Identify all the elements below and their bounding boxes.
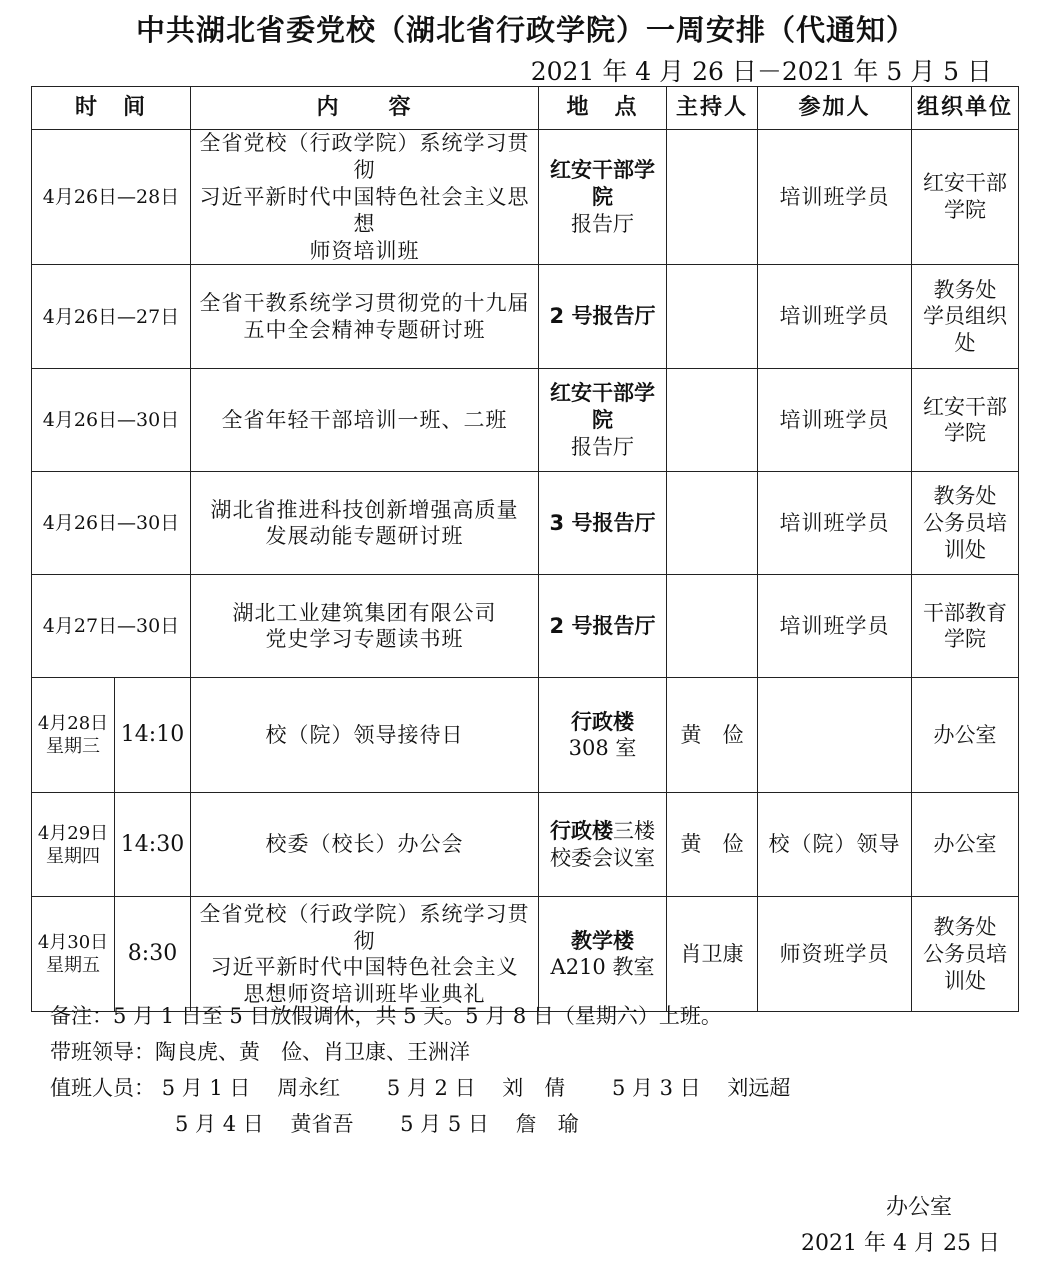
schedule-table	[31, 86, 1019, 1012]
row-participants: 培训班学员	[758, 265, 912, 369]
organizer-line: 学院	[944, 421, 987, 446]
duty-label: 值班人员：	[50, 1076, 155, 1100]
row-organizer	[912, 472, 1019, 575]
organizer-line: 公务员培训处	[923, 941, 1008, 993]
duty-name: 詹 瑜	[515, 1112, 579, 1136]
organizer-line: 教务处	[933, 915, 997, 940]
location-main: 行政楼	[571, 709, 635, 734]
date-range: 2021 年 4 月 26 日－2021 年 5 月 5 日	[530, 57, 992, 86]
row-participants: 培训班学员	[758, 472, 912, 575]
header-location: 地 点	[539, 87, 667, 130]
row-host	[667, 575, 758, 678]
row-organizer	[912, 793, 1019, 897]
content-line: 全省年轻干部培训一班、二班	[221, 407, 508, 432]
row-location	[539, 678, 667, 793]
row-organizer	[912, 265, 1019, 369]
date-weekday: 星期三	[46, 736, 100, 758]
table-row	[32, 678, 1019, 793]
row-clock: 8:30	[115, 897, 191, 1012]
row-participants: 校（院）领导	[758, 793, 912, 897]
row-participants: 培训班学员	[758, 369, 912, 472]
document-title: 中共湖北省委党校（湖北省行政学院）一周安排（代通知）	[135, 13, 916, 47]
location-main: 2 号报告厅	[549, 613, 656, 638]
duty-name: 黄省吾	[290, 1112, 354, 1136]
row-location	[539, 472, 667, 575]
row-host	[667, 130, 758, 265]
table-row	[32, 575, 1019, 678]
location-main: 行政楼	[550, 819, 614, 843]
row-clock: 14:30	[115, 793, 191, 897]
table-row	[32, 472, 1019, 575]
organizer-line: 红安干部	[923, 171, 1008, 196]
row-content	[191, 897, 539, 1012]
organizer-line: 红安干部	[923, 394, 1008, 419]
row-time: 4月27日—30日	[32, 575, 191, 678]
row-location	[539, 369, 667, 472]
content-line: 全省干教系统学习贯彻党的十九届	[199, 291, 530, 315]
duty-date: 5 月 5 日	[400, 1112, 489, 1136]
row-participants	[758, 678, 912, 793]
location-sub: 308 室	[568, 736, 637, 761]
row-content	[191, 472, 539, 575]
row-content	[191, 678, 539, 793]
duty-date: 5 月 4 日	[175, 1112, 264, 1136]
duty-name: 刘远超	[727, 1076, 791, 1100]
row-participants: 培训班学员	[758, 130, 912, 265]
signature-office: 办公室	[885, 1195, 952, 1220]
duty-line	[50, 1070, 790, 1106]
row-time: 4月26日—30日	[32, 369, 191, 472]
row-date	[32, 793, 115, 897]
content-line: 湖北省推进科技创新增强高质量	[210, 497, 519, 522]
table-row	[32, 897, 1019, 1012]
content-line: 发展动能专题研讨班	[265, 524, 464, 549]
date-day: 4月29日	[37, 822, 109, 844]
location-main-line	[542, 818, 663, 845]
content-line: 习近平新时代中国特色社会主义	[210, 955, 519, 980]
table-row	[32, 265, 1019, 369]
row-location	[539, 575, 667, 678]
row-content	[191, 575, 539, 678]
organizer-line: 干部教育	[923, 600, 1008, 625]
content-line: 五中全会精神专题研讨班	[243, 317, 486, 342]
row-content	[191, 265, 539, 369]
row-date	[32, 678, 115, 793]
row-organizer	[912, 575, 1019, 678]
location-main: 2 号报告厅	[549, 304, 656, 329]
row-location	[539, 265, 667, 369]
notes-section	[50, 998, 790, 1142]
content-line: 思想师资培训班毕业典礼	[243, 982, 486, 1007]
content-line: 全省党校（行政学院）系统学习贯彻	[199, 901, 530, 953]
location-sub: A210 教室	[550, 955, 655, 980]
location-main: 红安干部学院	[550, 381, 656, 432]
organizer-line: 教务处	[933, 277, 997, 302]
table-header-row	[32, 87, 1019, 130]
content-line: 习近平新时代中国特色社会主义思想	[199, 184, 530, 236]
row-organizer	[912, 369, 1019, 472]
content-line: 师资培训班	[309, 238, 420, 263]
date-weekday: 星期四	[46, 845, 100, 867]
row-content	[191, 793, 539, 897]
row-content	[191, 130, 539, 265]
organizer-line: 公务员培训处	[923, 510, 1008, 562]
location-main: 3 号报告厅	[549, 510, 656, 535]
row-location	[539, 130, 667, 265]
date-weekday: 星期五	[46, 955, 100, 977]
table-row	[32, 130, 1019, 265]
table-row	[32, 793, 1019, 897]
row-time: 4月26日—27日	[32, 265, 191, 369]
row-location	[539, 793, 667, 897]
content-line: 湖北工业建筑集团有限公司	[232, 600, 497, 625]
location-sub: 校委会议室	[550, 845, 656, 870]
location-main-extra: 三楼	[613, 819, 656, 843]
date-day: 4月30日	[37, 932, 109, 954]
duty-date: 5 月 1 日	[161, 1076, 251, 1100]
row-host: 肖卫康	[667, 897, 758, 1012]
row-time: 4月26日—28日	[32, 130, 191, 265]
duty-line-2	[50, 1106, 790, 1142]
duty-date: 5 月 2 日	[386, 1076, 476, 1100]
date-day: 4月28日	[37, 713, 109, 735]
header-host: 主持人	[667, 87, 758, 130]
organizer-line: 办公室	[933, 722, 997, 747]
row-organizer	[912, 130, 1019, 265]
row-date	[32, 897, 115, 1012]
row-host: 黄 俭	[667, 793, 758, 897]
organizer-line: 学员组织处	[923, 304, 1008, 356]
header-organizer: 组织单位	[912, 87, 1019, 130]
remark-line: 备注：5 月 1 日至 5 日放假调休，共 5 天。5 月 8 日（星期六）上班。	[50, 1004, 722, 1028]
row-organizer	[912, 678, 1019, 793]
header-content: 内 容	[191, 87, 539, 130]
organizer-line: 学院	[944, 627, 987, 652]
row-content	[191, 369, 539, 472]
row-organizer	[912, 897, 1019, 1012]
location-main: 教学楼	[571, 928, 635, 953]
content-line: 校（院）领导接待日	[265, 722, 464, 747]
row-clock: 14:10	[115, 678, 191, 793]
header-time: 时 间	[32, 87, 191, 130]
signature-date: 2021 年 4 月 25 日	[801, 1231, 1000, 1256]
duty-date: 5 月 3 日	[611, 1076, 701, 1100]
location-sub: 报告厅	[571, 434, 635, 459]
organizer-line: 学院	[944, 198, 987, 223]
organizer-line: 教务处	[933, 484, 997, 509]
row-host	[667, 369, 758, 472]
duty-name: 周永红	[277, 1076, 341, 1100]
location-main: 红安干部学院	[550, 157, 656, 209]
content-line: 党史学习专题读书班	[265, 627, 464, 652]
leaders-line: 带班领导：陶良虎、黄 俭、肖卫康、王洲洋	[50, 1040, 470, 1064]
row-host	[667, 265, 758, 369]
row-host: 黄 俭	[667, 678, 758, 793]
header-participants: 参加人	[758, 87, 912, 130]
duty-name: 刘 倩	[502, 1076, 566, 1100]
location-sub: 报告厅	[571, 211, 635, 236]
row-participants: 师资班学员	[758, 897, 912, 1012]
table-row	[32, 369, 1019, 472]
row-host	[667, 472, 758, 575]
organizer-line: 办公室	[933, 832, 997, 857]
row-location	[539, 897, 667, 1012]
row-time: 4月26日—30日	[32, 472, 191, 575]
row-participants: 培训班学员	[758, 575, 912, 678]
content-line: 校委（校长）办公会	[265, 832, 464, 857]
content-line: 全省党校（行政学院）系统学习贯彻	[199, 131, 530, 182]
